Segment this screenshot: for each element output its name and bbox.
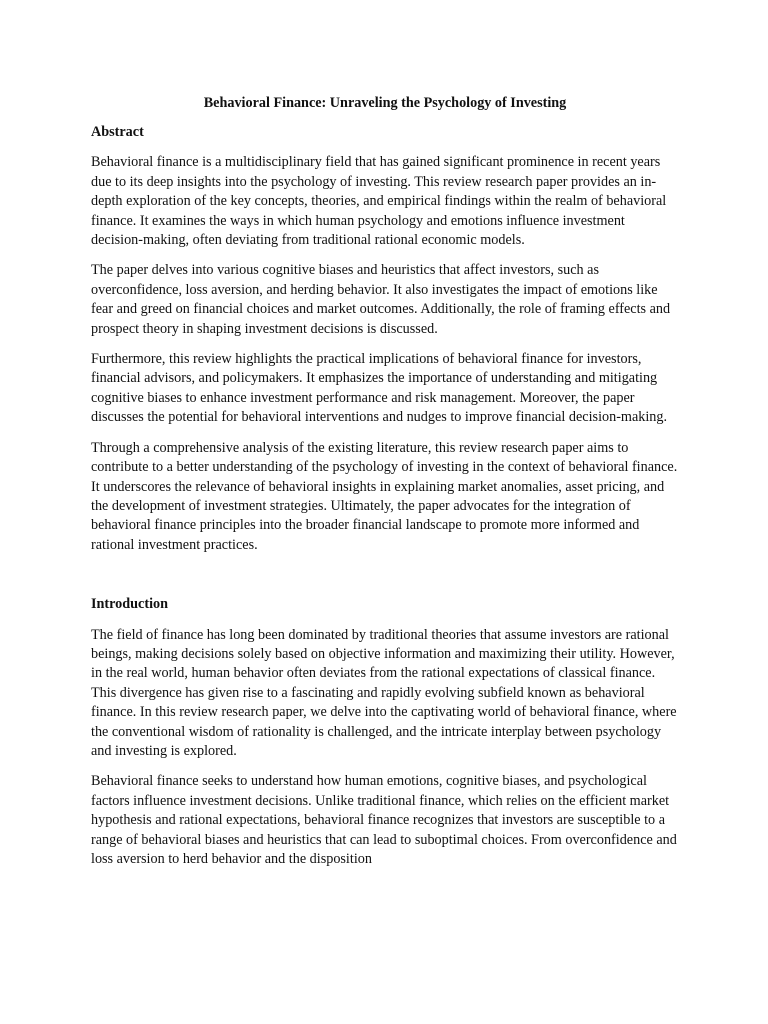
abstract-paragraph-3: Furthermore, this review highlights the practical implications of behavioral finance for investors, financial advisors, and policymakers. It emphasizes the importance of understanding and mitigating cognitive biases to enhance investment performance and risk management. Moreover, the paper discusses the potential for behavioral interventions and nudges to improve financial decision-making.	[91, 351, 668, 426]
abstract-heading: Abstract	[91, 124, 144, 140]
abstract-paragraph-4: Through a comprehensive analysis of the existing literature, this review research paper aims to contribute to a better understanding of the psychology of investing in the context of behavioral finance. It underscores the relevance of behavioral insights in explaining market anomalies, asset pricing, and the development of investment strategies. Ultimately, the paper advocates for the integration of behavioral finance principles into the broader financial landscape to promote more informed and rational investment practices.	[91, 439, 678, 553]
abstract-paragraph-2: The paper delves into various cognitive biases and heuristics that affect investors, such as overconfidence, loss aversion, and herding behavior. It also investigates the impact of emotions like fear and greed on financial choices and market outcomes. Additionally, the role of framing effects and prospect theory in shaping investment decisions is discussed.	[91, 262, 671, 337]
introduction-paragraph-2: Behavioral finance seeks to understand how human emotions, cognitive biases, and psychological factors influence investment decisions. Unlike traditional finance, which relies on the efficient market hypothesis and rational expectations, behavioral finance recognizes that investors are susceptible to a range of behavioral biases and heuristics that can lead to suboptimal choices. From overconfidence and loss aversion to herd behavior and the disposition	[91, 773, 677, 867]
document-content	[91, 94, 679, 880]
introduction-paragraph-1: The field of finance has long been dominated by traditional theories that assume investors are rational beings, making decisions solely based on objective information and maximizing their utility. However, in the real world, human behavior often deviates from the rational expectations of classical finance. This divergence has given rise to a fascinating and rapidly evolving subfield known as behavioral finance. In this review research paper, we delve into the captivating world of behavioral finance, where the conventional wisdom of rationality is challenged, and the intricate interplay between psychology and investing is explored.	[91, 626, 677, 759]
section-spacer	[91, 566, 679, 595]
abstract-paragraph-1: Behavioral finance is a multidisciplinary field that has gained significant prominence in recent years due to its deep insights into the psychology of investing. This review research paper provides an in-depth exploration of the key concepts, theories, and empirical findings within the realm of behavioral finance. It examines the ways in which human psychology and emotions influence investment decision-making, often deviating from traditional rational economic models.	[91, 154, 667, 249]
document-title: Behavioral Finance: Unraveling the Psychology of Investing	[203, 95, 567, 111]
introduction-heading: Introduction	[91, 596, 168, 613]
